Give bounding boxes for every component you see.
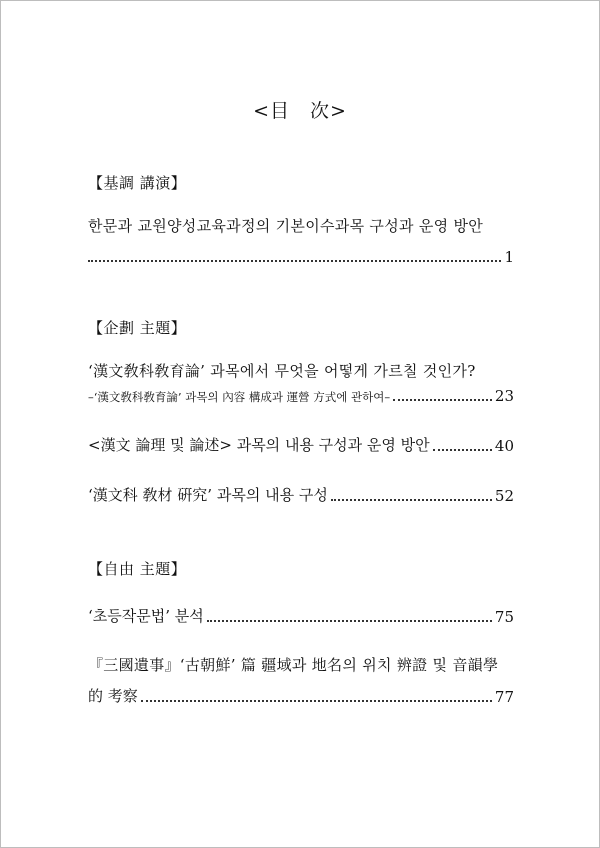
page-number: 52	[494, 487, 514, 505]
toc-title: <目 次>	[253, 100, 347, 122]
section-heading-keynote: 【基調 講演】	[88, 174, 187, 192]
entry-subtitle: –‘漢文敎科敎育論’ 과목의 內容 構成과 運營 方式에 관하여–	[88, 390, 391, 404]
page-number: 23	[494, 387, 514, 405]
dot-leader	[433, 449, 492, 451]
entry-title: <漢文 論理 및 論述> 과목의 내용 구성과 운영 방안	[88, 436, 430, 454]
page-number: 1	[504, 248, 514, 266]
dot-leader	[331, 499, 492, 501]
dot-leader	[393, 399, 492, 401]
entry-title: 『三國遺事』‘古朝鮮’ 篇 疆域과 地名의 위치 辨證 및 音韻學	[88, 656, 499, 674]
page-number: 77	[494, 688, 514, 706]
toc-entry-planned-1[interactable]	[88, 360, 514, 405]
page-number: 40	[494, 437, 514, 455]
toc-entry-planned-2[interactable]	[88, 434, 514, 455]
toc-entry-planned-3[interactable]	[88, 484, 514, 505]
toc-entry-keynote-1[interactable]	[88, 215, 514, 266]
section-heading-planned: 【企劃 主題】	[88, 319, 187, 337]
dot-leader	[141, 700, 492, 702]
entry-title: ‘漢文科 敎材 硏究’ 과목의 내용 구성	[88, 486, 328, 504]
toc-entry-free-2[interactable]	[88, 654, 514, 706]
entry-title: ‘초등작문법’ 분석	[88, 607, 204, 625]
entry-title: 한문과 교원양성교육과정의 기본이수과목 구성과 운영 방안	[88, 217, 484, 235]
entry-title: ‘漢文敎科敎育論’ 과목에서 무엇을 어떻게 가르칠 것인가?	[88, 362, 476, 380]
dot-leader	[207, 620, 492, 622]
toc-entry-free-1[interactable]	[88, 605, 514, 626]
page-number: 75	[494, 608, 514, 626]
entry-title-continued: 的 考察	[88, 687, 138, 705]
section-heading-free: 【自由 主題】	[88, 560, 187, 578]
dot-leader	[88, 260, 501, 262]
